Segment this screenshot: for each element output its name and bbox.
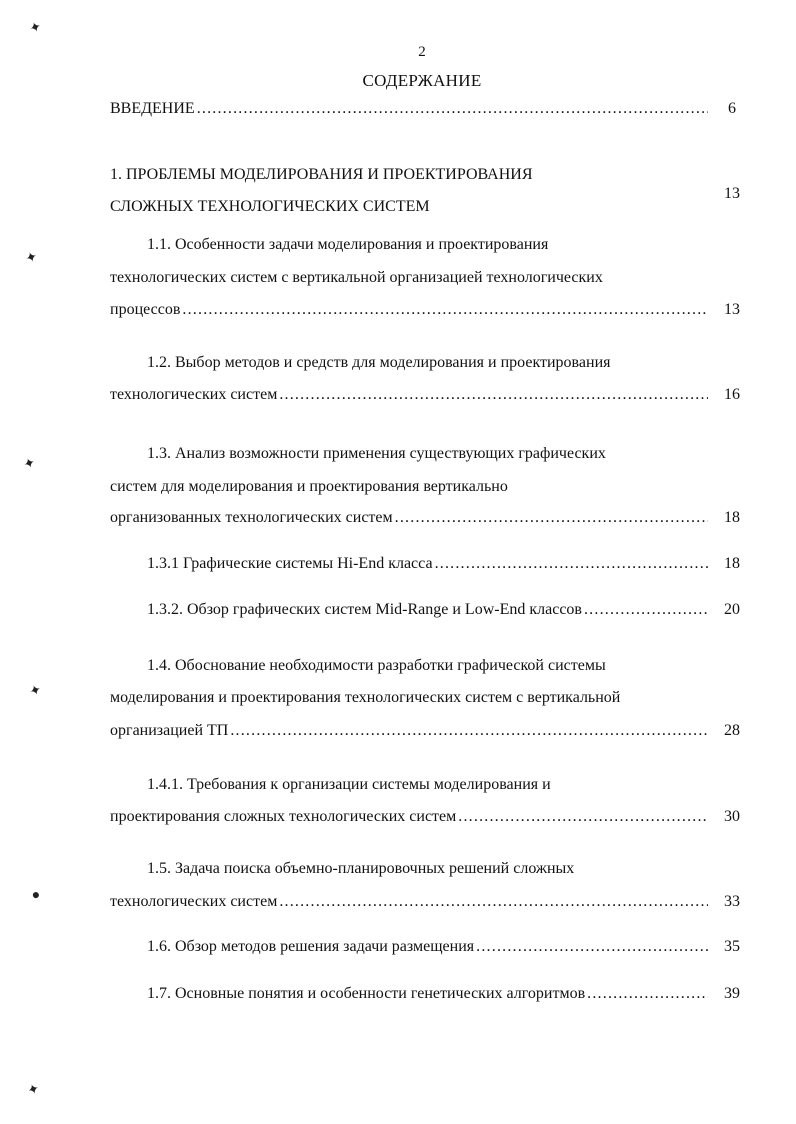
dot-leader — [395, 509, 708, 527]
toc-entry-text: 1.7. Основные понятия и особенности генетических алгоритмов — [147, 985, 586, 1002]
toc-page-number: 13 — [724, 301, 740, 318]
scan-mark: ✦ — [27, 19, 44, 38]
dot-leader — [279, 386, 708, 404]
toc-entry-text: 1.3. Анализ возможности применения существующих графических — [147, 445, 606, 462]
toc-page-number: 18 — [724, 509, 740, 526]
toc-entry-text: 1.4. Обоснование необходимости разработки графической системы — [147, 657, 606, 674]
toc-page-number: 35 — [724, 938, 740, 955]
toc-line — [110, 509, 710, 527]
toc-line — [110, 808, 710, 826]
toc-page-number: 30 — [724, 808, 740, 825]
toc-line — [110, 893, 710, 911]
toc-page-number: 28 — [724, 722, 740, 739]
toc-entry-text: 1.3.1 Графические системы Hi-End класса — [147, 555, 433, 572]
toc-line — [147, 985, 710, 1003]
toc-line — [147, 601, 710, 619]
toc-entry-text: процессов — [110, 301, 181, 318]
toc-page-number: 39 — [724, 985, 740, 1002]
document-title: СОДЕРЖАНИЕ — [362, 71, 482, 90]
dot-leader — [584, 601, 708, 619]
toc-entry-text: 1.2. Выбор методов и средств для моделирования и проектирования — [147, 354, 611, 371]
toc-page-number: 20 — [724, 601, 740, 618]
toc-page-number: 33 — [724, 893, 740, 910]
dot-leader — [197, 100, 708, 118]
toc-entry-text: ВВЕДЕНИЕ — [110, 100, 195, 117]
page-number: 2 — [418, 44, 426, 60]
toc-entry-text: технологических систем — [110, 893, 278, 910]
toc-entry-text: 1.6. Обзор методов решения задачи размещения — [147, 938, 475, 955]
toc-page-number: 6 — [728, 100, 736, 117]
toc-page-number: 18 — [724, 555, 740, 572]
toc-entry-text: организацией ТП — [110, 722, 229, 739]
scan-mark: ✦ — [23, 249, 40, 268]
scan-mark: ● — [29, 887, 43, 905]
toc-page-number: 13 — [724, 185, 740, 202]
toc-line — [147, 555, 710, 573]
scan-mark: ✦ — [25, 1081, 42, 1100]
scan-mark: ✦ — [27, 682, 44, 701]
toc-line — [110, 301, 710, 319]
toc-entry-text: 1.4.1. Требования к организации системы моделирования и — [147, 776, 551, 793]
toc-line — [110, 386, 710, 404]
dot-leader — [587, 985, 708, 1003]
toc-line — [147, 938, 710, 956]
toc-entry-text: 1.1. Особенности задачи моделирования и проектирования — [147, 236, 549, 253]
dot-leader — [435, 555, 708, 573]
dot-leader — [476, 938, 708, 956]
toc-page-number: 16 — [724, 386, 740, 403]
toc-entry-text: 1.5. Задача поиска объемно-планировочных решений сложных — [147, 860, 575, 877]
toc-entry-text: 1.3.2. Обзор графических систем Mid-Range и Low-End классов — [147, 601, 582, 618]
toc-entry-text: организованных технологических систем — [110, 509, 393, 526]
dot-leader — [182, 301, 708, 319]
toc-entry-text: проектирования сложных технологических систем — [110, 808, 457, 825]
dot-leader — [279, 893, 708, 911]
toc-line — [110, 100, 710, 118]
toc-line — [110, 722, 710, 740]
toc-entry-text: технологических систем — [110, 386, 278, 403]
toc-entry-text: систем для моделирования и проектирования вертикально — [110, 478, 508, 495]
dot-leader — [230, 722, 708, 740]
toc-entry-text: технологических систем с вертикальной организацией технологических — [110, 269, 603, 286]
toc-entry-text: моделирования и проектирования технологических систем с вертикальной — [110, 689, 621, 706]
dot-leader — [458, 808, 708, 826]
scan-mark: ✦ — [21, 455, 38, 474]
toc-entry-text: СЛОЖНЫХ ТЕХНОЛОГИЧЕСКИХ СИСТЕМ — [110, 198, 430, 215]
toc-entry-text: 1. ПРОБЛЕМЫ МОДЕЛИРОВАНИЯ И ПРОЕКТИРОВАНИЯ — [110, 166, 533, 183]
